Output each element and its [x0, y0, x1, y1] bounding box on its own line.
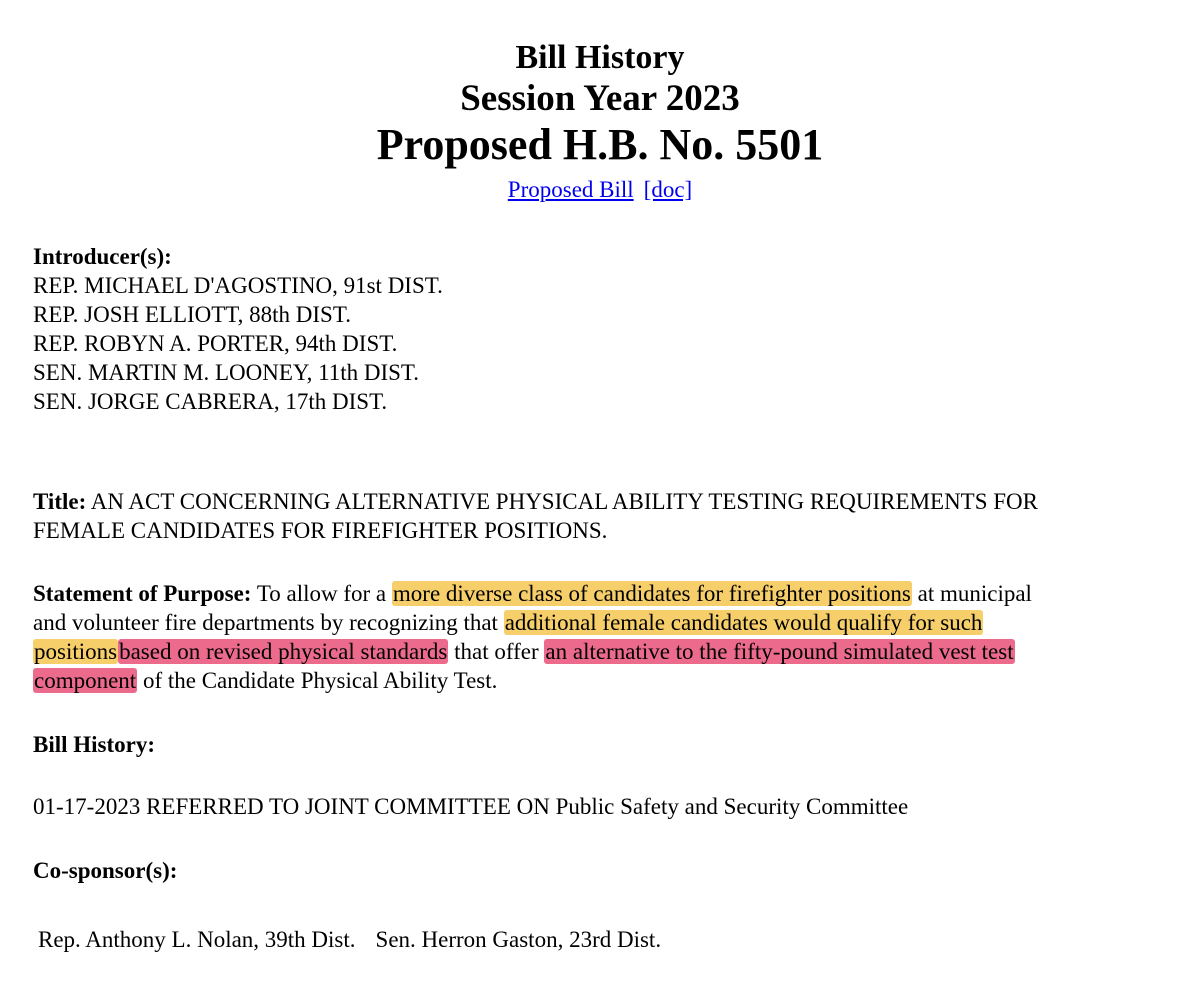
introducer-item: SEN. MARTIN M. LOONEY, 11th DIST. — [33, 360, 420, 385]
introducer-item: SEN. JORGE CABRERA, 17th DIST. — [33, 389, 388, 414]
highlight-yellow: more diverse class of candidates for firefighter positions — [392, 581, 911, 606]
cosponsor-item: Rep. Anthony L. Nolan, 39th Dist. — [38, 927, 356, 952]
title-label: Title: — [33, 489, 87, 514]
document-links — [0, 176, 1200, 204]
highlight-pink: based on revised physical standards — [119, 639, 448, 664]
introducer-item: REP. MICHAEL D'AGOSTINO, 91st DIST. — [33, 273, 443, 298]
bill-history-label: Bill History: — [33, 732, 156, 757]
page-title: Proposed H.B. No. 5501 — [376, 120, 824, 169]
introducer-item: REP. ROBYN A. PORTER, 94th DIST. — [33, 331, 398, 356]
purpose-text: and volunteer fire departments by recognizing that — [33, 610, 498, 635]
title-section — [33, 487, 1173, 545]
cosponsors-label: Co-sponsor(s): — [33, 858, 178, 883]
page-header — [0, 38, 1200, 204]
history-entry: 01-17-2023 REFERRED TO JOINT COMMITTEE ON Public Safety and Security Committee — [33, 794, 909, 819]
title-text-line1: AN ACT CONCERNING ALTERNATIVE PHYSICAL ABILITY TESTING REQUIREMENTS FOR — [90, 489, 1039, 514]
bill-history-section — [33, 730, 1173, 759]
cosponsor-list — [38, 925, 661, 954]
cosponsor-item: Sen. Herron Gaston, 23rd Dist. — [375, 927, 662, 952]
proposed-bill-link[interactable]: Proposed Bill — [507, 177, 634, 202]
title-text-line2: FEMALE CANDIDATES FOR FIREFIGHTER POSITIONS. — [33, 518, 608, 543]
introducer-item: REP. JOSH ELLIOTT, 88th DIST. — [33, 302, 351, 327]
doc-link[interactable]: [doc] — [643, 177, 693, 202]
purpose-text: at municipal — [917, 581, 1032, 606]
introducers-section — [33, 242, 1173, 416]
page-heading-session-year: Session Year 2023 — [460, 78, 740, 119]
purpose-section — [33, 579, 1173, 695]
purpose-text: that offer — [454, 639, 539, 664]
page-heading-bill-history: Bill History — [515, 39, 685, 76]
introducers-label: Introducer(s): — [33, 244, 172, 269]
highlight-pink: an alternative to the fifty-pound simulated vest test — [545, 639, 1014, 664]
highlight-pink: component — [34, 668, 137, 693]
highlight-yellow: positions — [34, 639, 118, 664]
purpose-label: Statement of Purpose: — [33, 581, 252, 606]
purpose-text: of the Candidate Physical Ability Test. — [142, 668, 498, 693]
purpose-text: To allow for a — [256, 581, 387, 606]
cosponsors-section — [33, 856, 1173, 885]
highlight-yellow: additional female candidates would qualify for such — [504, 610, 983, 635]
bill-history-entry — [33, 792, 1173, 821]
